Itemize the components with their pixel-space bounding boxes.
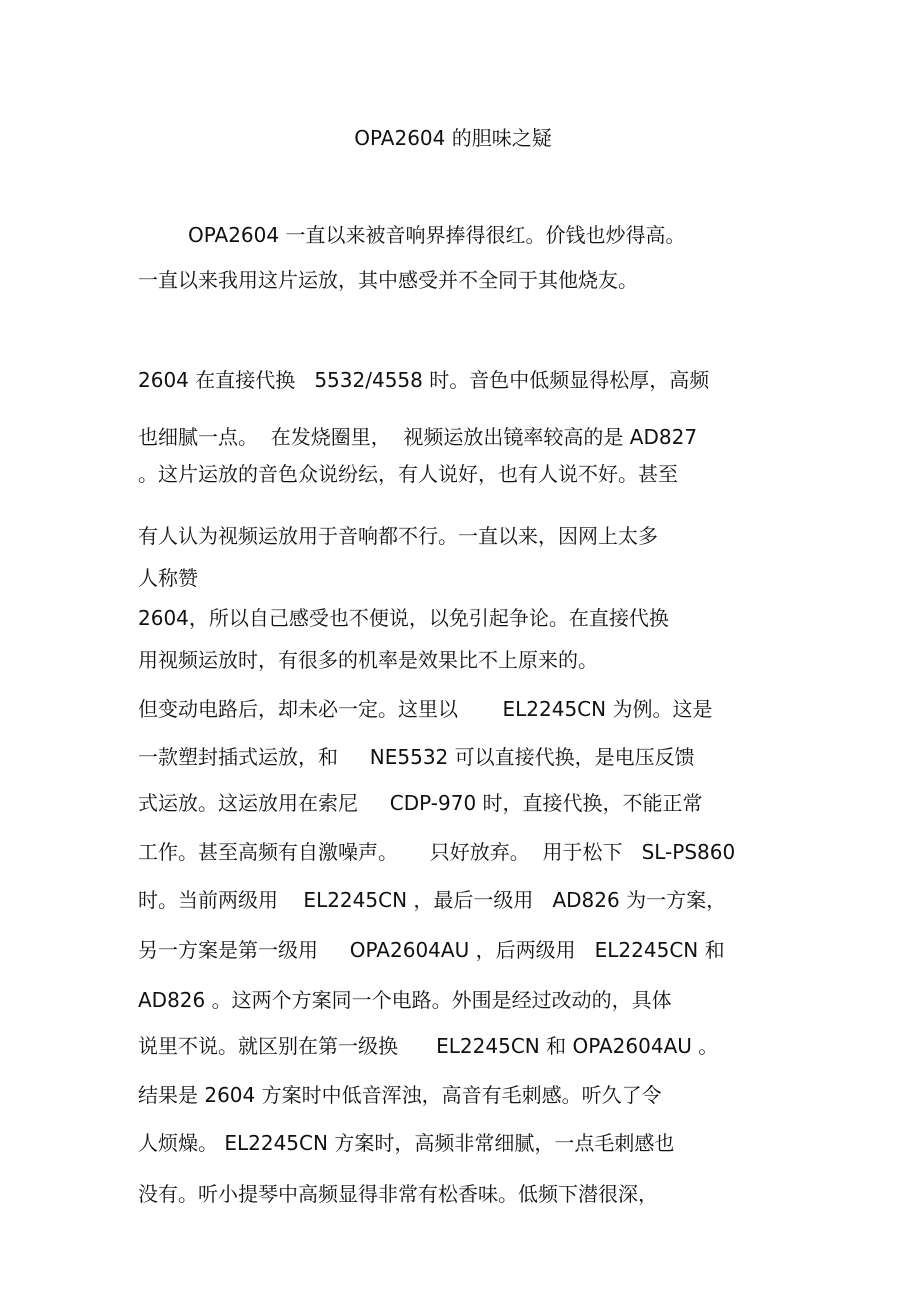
paragraph-line: 有人认为视频运放用于音响都不行。一直以来，因网上太多 [138, 524, 658, 548]
paragraph-line: 人称赞 [138, 566, 198, 590]
paragraph-line: 。这片运放的音色众说纷纭，有人说好，也有人说不好。甚至 [138, 462, 678, 486]
paragraph-line: OPA2604 一直以来被音响界捧得很红。价钱也炒得高。 [188, 223, 686, 247]
paragraph-line: 工作。甚至高频有自激噪声。 只好放弃。 用于松下 SL-PS860 [138, 840, 736, 864]
paragraph-line: 一直以来我用这片运放，其中感受并不全同于其他烧友。 [138, 268, 638, 292]
paragraph-line: 一款塑封插式运放，和 NE5532 可以直接代换，是电压反馈 [138, 745, 695, 769]
paragraph-line: 时。当前两级用 EL2245CN ，最后一级用 AD826 为一方案， [138, 888, 727, 912]
paragraph-line: 说里不说。就区别在第一级换 EL2245CN 和 OPA2604AU 。 [138, 1034, 719, 1058]
paragraph-line: 2604 在直接代换 5532/4558 时。音色中低频显得松厚，高频 [138, 368, 710, 392]
paragraph-line: 结果是 2604 方案时中低音浑浊，高音有毛刺感。听久了令 [138, 1083, 662, 1107]
paragraph-line: 另一方案是第一级用 OPA2604AU ，后两级用 EL2245CN 和 [138, 938, 725, 962]
paragraph-line: 式运放。这运放用在索尼 CDP-970 时，直接代换，不能正常 [138, 791, 703, 815]
paragraph-line: 但变动电路后，却未必一定。这里以 EL2245CN 为例。这是 [138, 697, 713, 721]
paragraph-line: 用视频运放时，有很多的机率是效果比不上原来的。 [138, 648, 598, 672]
paragraph-line: 2604，所以自己感受也不便说，以免引起争论。在直接代换 [138, 606, 669, 630]
document-title: OPA2604 的胆味之疑 [354, 126, 552, 150]
paragraph-line: 也细腻一点。 在发烧圈里， 视频运放出镜率较高的是 AD827 [138, 425, 698, 449]
paragraph-line: 人烦燥。 EL2245CN 方案时，高频非常细腻，一点毛刺感也 [138, 1131, 675, 1155]
paragraph-line: AD826 。这两个方案同一个电路。外围是经过改动的，具体 [138, 988, 672, 1012]
paragraph-line: 没有。听小提琴中高频显得非常有松香味。低频下潜很深， [138, 1182, 658, 1206]
